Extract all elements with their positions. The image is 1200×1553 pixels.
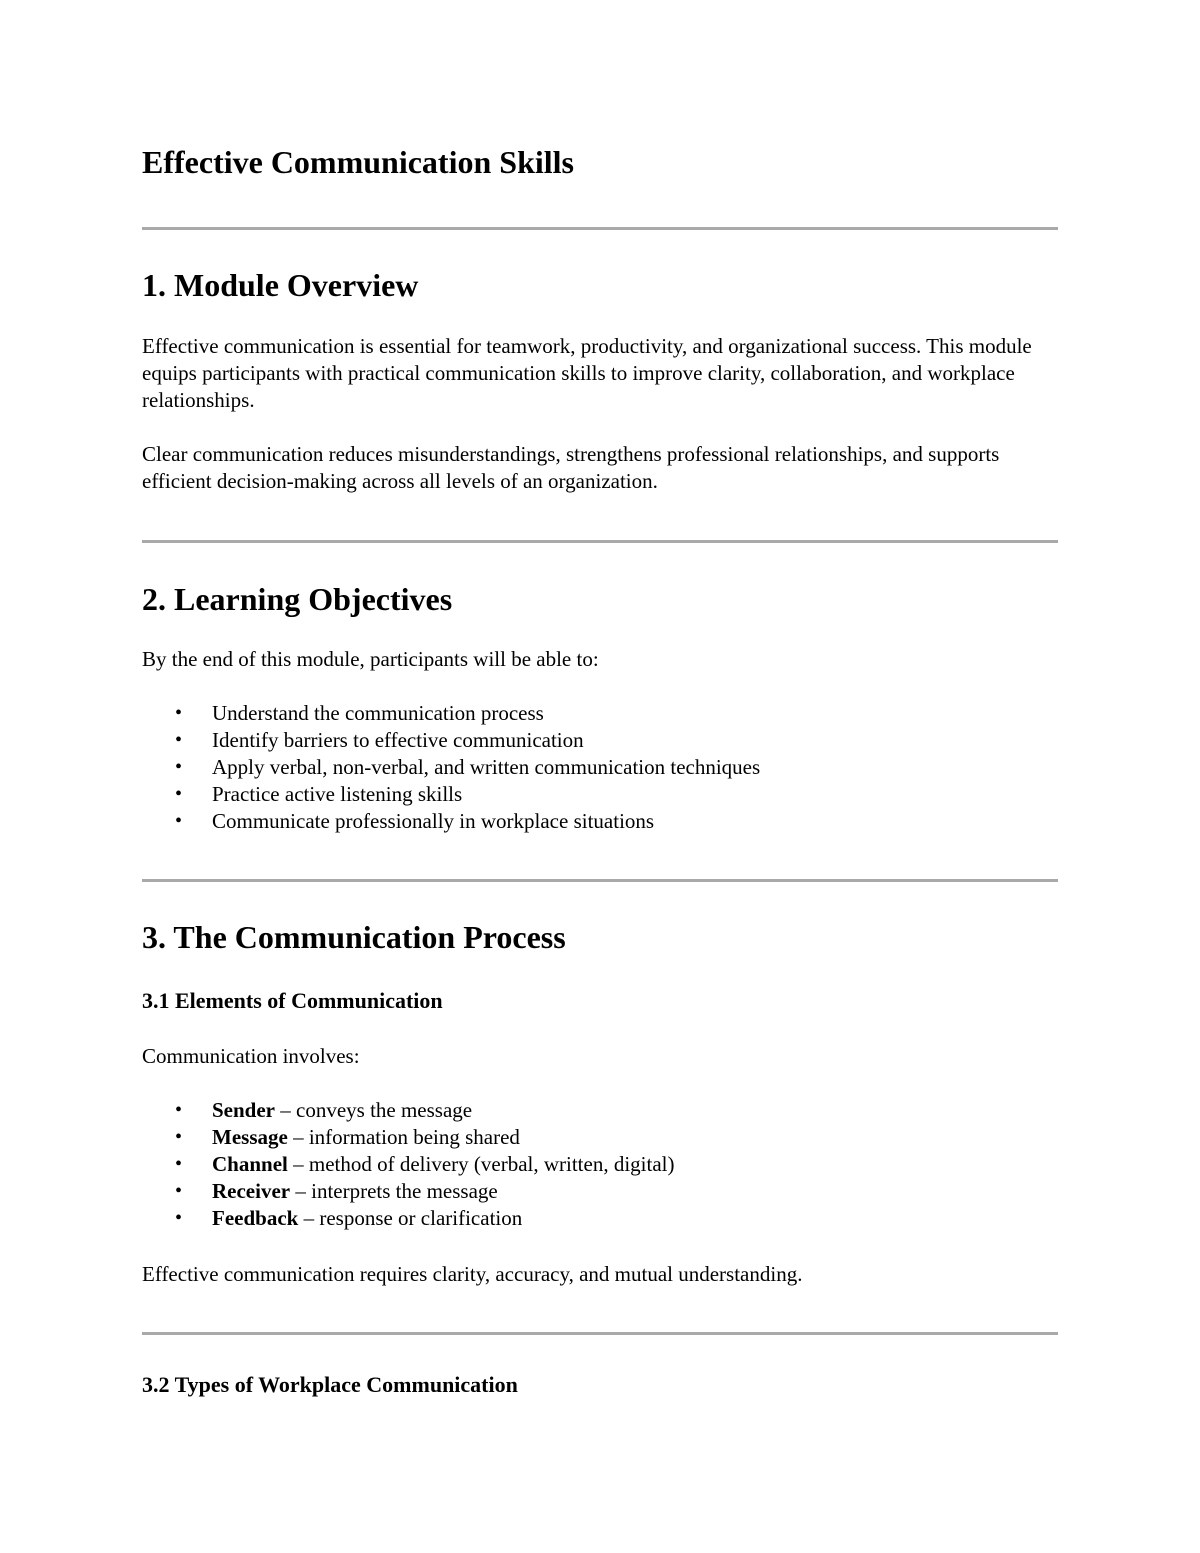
list-item: • Feedback – response or clarification <box>175 1206 523 1230</box>
list-item: • Sender – conveys the message <box>175 1098 473 1122</box>
overview-paragraph-1: Effective communication is essential for teamwork, productivity, and organizational success. This module equips participants with practical communication skills to improve clarity, collaboration, and workplace relationships. <box>142 334 1032 412</box>
list-item: • Communicate professionally in workplace situations <box>175 809 655 833</box>
bullet-icon: • <box>175 810 183 832</box>
section-divider <box>142 540 1058 543</box>
list-item: • Message – information being shared <box>175 1125 520 1149</box>
section-heading-overview: 1. Module Overview <box>142 267 419 303</box>
bullet-icon: • <box>175 783 183 805</box>
list-item: • Practice active listening skills <box>175 782 463 806</box>
subsection-heading-elements: 3.1 Elements of Communication <box>142 988 443 1013</box>
elements-closing: Effective communication requires clarity, accuracy, and mutual understanding. <box>142 1262 803 1286</box>
section-heading-process: 3. The Communication Process <box>142 919 566 955</box>
subsection-heading-types: 3.2 Types of Workplace Communication <box>142 1372 518 1397</box>
list-item: • Receiver – interprets the message <box>175 1179 498 1203</box>
list-item: • Apply verbal, non-verbal, and written communication techniques <box>175 755 761 779</box>
objectives-list <box>142 700 760 835</box>
section-heading-objectives: 2. Learning Objectives <box>142 581 453 617</box>
section-divider <box>142 227 1058 230</box>
list-item: • Understand the communication process <box>175 701 544 725</box>
list-item: • Channel – method of delivery (verbal, written, digital) <box>175 1152 675 1176</box>
bullet-icon: • <box>175 1126 183 1148</box>
bullet-icon: • <box>175 729 183 751</box>
bullet-icon: • <box>175 1207 183 1229</box>
objectives-intro: By the end of this module, participants will be able to: <box>142 647 599 671</box>
bullet-icon: • <box>175 1099 183 1121</box>
document-title: Effective Communication Skills <box>142 144 574 180</box>
bullet-icon: • <box>175 1153 183 1175</box>
elements-intro: Communication involves: <box>142 1044 360 1068</box>
list-item: • Identify barriers to effective communication <box>175 728 584 752</box>
section-divider <box>142 1332 1058 1335</box>
bullet-icon: • <box>175 702 183 724</box>
bullet-icon: • <box>175 756 183 778</box>
bullet-icon: • <box>175 1180 183 1202</box>
overview-paragraph-2: Clear communication reduces misunderstandings, strengthens professional relationships, and supports efficient decision-making across all levels of an organization. <box>142 442 1000 493</box>
elements-list <box>142 1097 675 1232</box>
section-divider <box>142 879 1058 882</box>
